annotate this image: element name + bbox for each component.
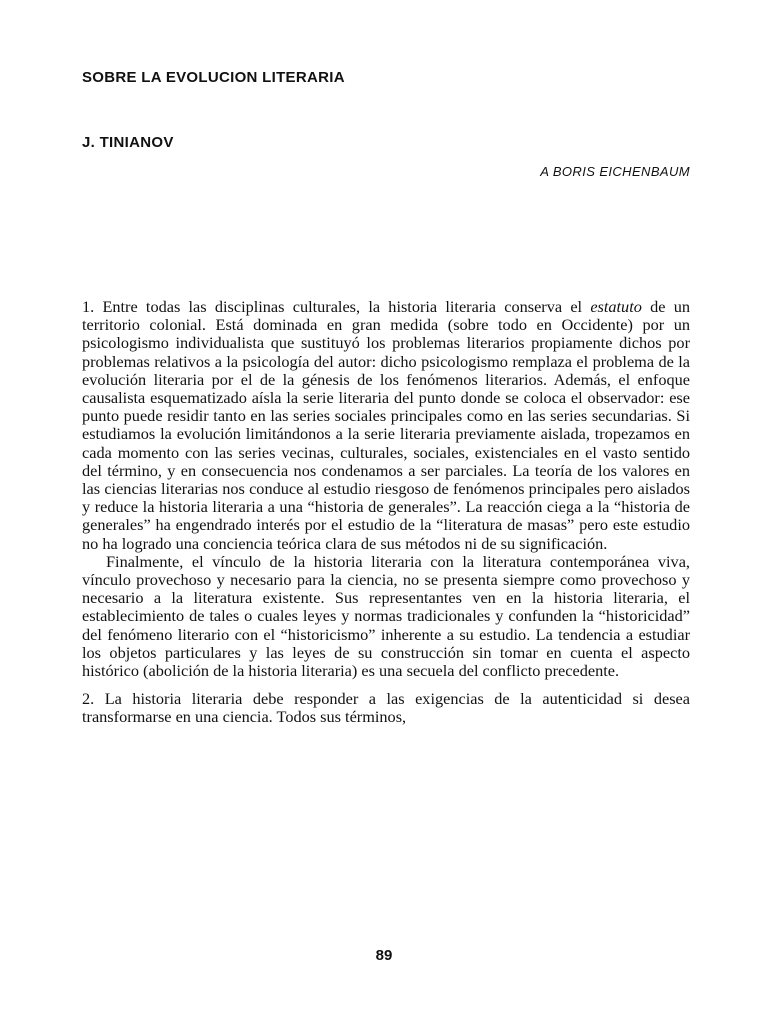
article-body [82, 298, 690, 727]
paragraph-3: 2. La historia literaria debe responder a las exigencias de la autenticidad si desea transformarse en una ciencia. Todos sus términos, [82, 689, 690, 727]
page-number: 89 [375, 947, 393, 964]
article-author: J. TINIANOV [82, 134, 174, 151]
paragraph-1-italic-term: estatuto [590, 297, 642, 316]
paragraph-2: Finalmente, el vínculo de la historia literaria con la literatura contemporánea viva, vínculo provechoso y necesario para la ciencia, no se presenta siempre como provechoso y necesario a la literatura existente. Sus representantes ven en la historia literaria, el establecimiento de tales o cuales leyes y normas tradicionales y confunden la “historicidad” del fenómeno literario con el “historicismo” inherente a su estudio. La tendencia a estudiar los objetos particulares y las leyes de su construcción sin tomar en cuenta el aspecto histórico (abolición de la historia literaria) es una secuela del conflicto precedente. [82, 551, 690, 681]
dedication: A BORIS EICHENBAUM [540, 164, 690, 179]
article-title: SOBRE LA EVOLUCION LITERARIA [82, 69, 345, 86]
paragraph-1-text-rest: de un territorio colonial. Está dominada en gran medida (sobre todo en Occidente) por un psicologismo individualista que sustituyó los problemas literarios propiamente dichos por problemas relativos a la psicología del autor: dicho psicologismo remplaza el problema de la evolución literaria por el de la génesis de los fenómenos literarios. Además, el enfoque causalista esquematizado aísla la serie literaria del punto donde se coloca el observador: ese punto puede residir tanto en las series sociales principales como en las series secundarias. Si estudiamos la evolución limitándonos a la serie literaria previamente aislada, tropezamos en cada momento con las series vecinas, culturales, sociales, existenciales en el vasto sentido del término, y en consecuencia nos condenamos a ser parciales. La teoría de los valores en las ciencias literarias nos conduce al estudio riesgoso de fenómenos principales pero aislados y reduce la historia literaria a una “historia de generales”. La reacción ciega a la “historia de generales” ha engendrado interés por el estudio de la “literatura de masas” pero este estudio no ha logrado una conciencia teórica clara de sus métodos ni de su significación. [82, 297, 690, 553]
paragraph-1 [82, 298, 690, 553]
paragraph-1-text-start: 1. Entre todas las disciplinas culturales, la historia literaria conserva el [82, 297, 591, 316]
